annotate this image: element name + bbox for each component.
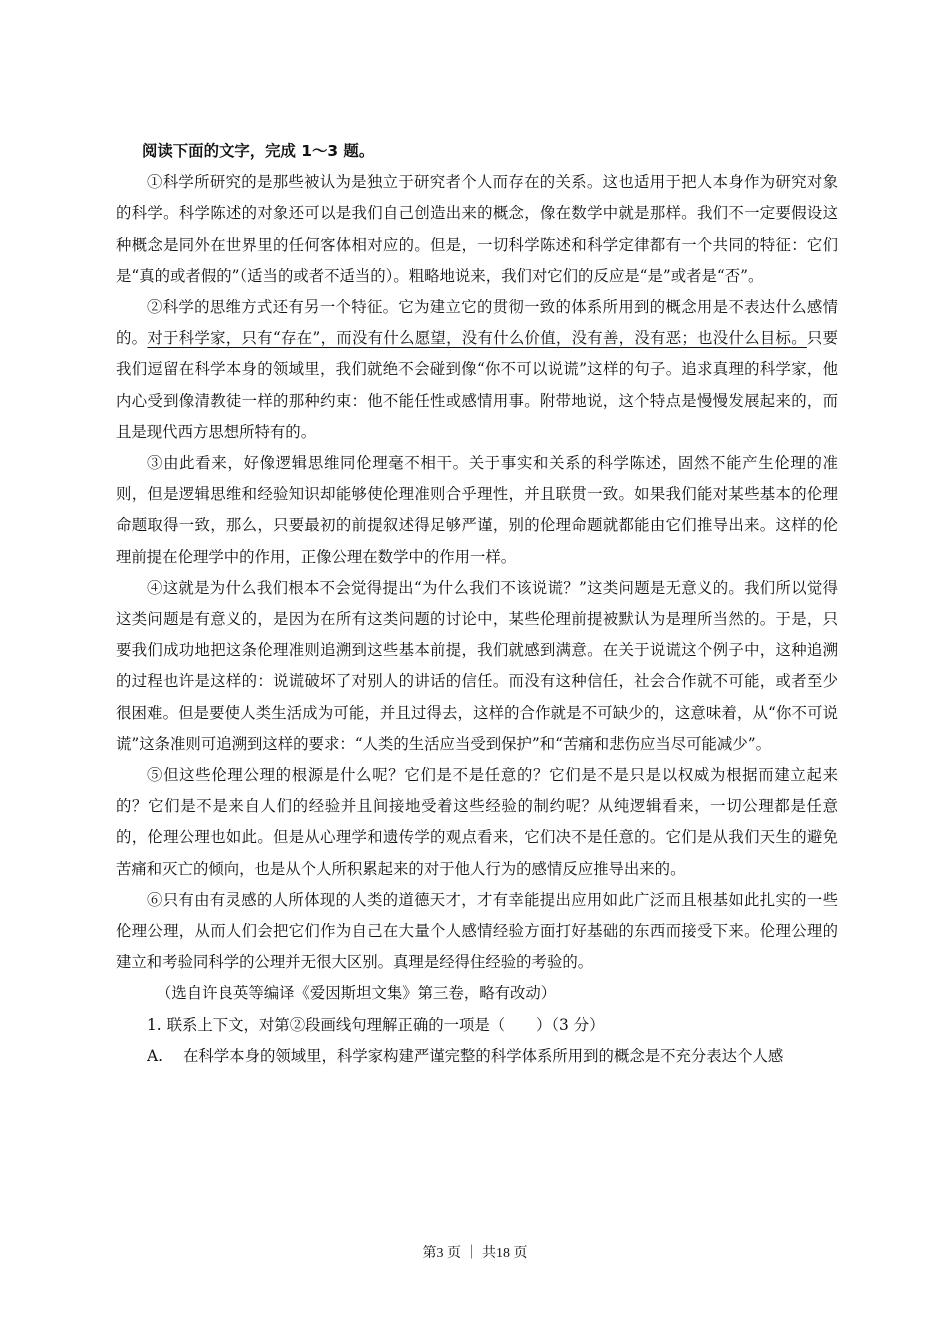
- option-a-label: A.: [147, 1046, 164, 1065]
- paragraph-2-intro: ②科学的思维方式还有另一个特征。它为建立它的贯彻一致的体系所用到的概念用是不表达什么感情的。: [116, 298, 838, 348]
- paragraph-5: ⑤但这些伦理公理的根源是什么呢？它们是不是任意的？它们是不是只是以权威为根据而建立起来的？它们是不是来自人们的经验并且间接地受着这些经验的制约呢？从纯逻辑看来，一切公理都是任意的，伦理公理也如此。但是从心理学和遗传学的观点看来，它们决不是任意的。它们是从我们天生的避免苦痛和灭亡的倾向，也是从个人所积累起来的对于他人行为的感情反应推导出来的。: [116, 766, 838, 878]
- page-footer: 第3 页 ｜ 共18 页: [422, 1246, 528, 1261]
- question-1: 1. 联系上下文，对第②段画线句理解正确的一项是（ ）（3 分）: [147, 1015, 605, 1034]
- question-1-option-a: [147, 1041, 838, 1072]
- paragraph-3: ③由此看来，好像逻辑思维同伦理毫不相干。关于事实和关系的科学陈述，固然不能产生伦理的准则，但是逻辑思维和经验知识却能够使伦理准则合乎理性，并且联贯一致。如果我们能对某些基本的伦理命题取得一致，那么，只要最初的前提叙述得足够严谨，别的伦理命题就都能由它们推导出来。这样的伦理前提在伦理学中的作用，正像公理在数学中的作用一样。: [116, 454, 838, 566]
- paragraph-2-rest: 只要我们逗留在科学本身的领域里，我们就绝不会碰到像“你不可以说谎”这样的句子。追求真理的科学家，他内心受到像清教徒一样的那种约束：他不能任性或感情用事。附带地说，这个特点是慢慢发展起来的，而且是现代西方思想所特有的。: [116, 329, 838, 441]
- paragraph-6: ⑥只有由有灵感的人所体现的人类的道德天才，才有幸能提出应用如此广泛而且根基如此扎实的一些伦理公理，从而人们会把它们作为自己在大量个人感情经验方面打好基础的东西而接受下来。伦理公理的建立和考验同科学的公理并无很大区别。真理是经得住经验的考验的。: [116, 890, 838, 972]
- reading-instruction: 阅读下面的文字，完成 1～3 题。: [142, 142, 375, 160]
- underlined-sentence: 对于科学家，只有“存在”，而没有什么愿望，没有什么价值，没有善，没有恶；也没什么目标。: [147, 329, 807, 348]
- document-body: [116, 136, 838, 1072]
- source-citation: （选自许良英等编译《爱因斯坦文集》第三卷，略有改动）: [156, 985, 557, 1003]
- paragraph-1: ①科学所研究的是那些被认为是独立于研究者个人而存在的关系。这也适用于把人本身作为研究对象的科学。科学陈述的对象还可以是我们自己创造出来的概念，像在数学中就是那样。我们不一定要假设这种概念是同外在世界里的任何客体相对应的。但是，一切科学陈述和科学定律都有一个共同的特征：它们是“真的或者假的”（适当的或者不适当的）。粗略地说来，我们对它们的反应是“是”或者是“否”。: [116, 173, 838, 285]
- paragraph-4: ④这就是为什么我们根本不会觉得提出“为什么我们不该说谎？”这类问题是无意义的。我们所以觉得这类问题是有意义的，是因为在所有这类问题的讨论中，某些伦理前提被默认为是理所当然的。于是，只要我们成功地把这条伦理准则追溯到这些基本前提，我们就感到满意。在关于说谎这个例子中，这种追溯的过程也许是这样的：说谎破坏了对别人的讲话的信任。而没有这种信任，社会合作就不可能，或者至少很困难。但是要使人类生活成为可能，并且过得去，这样的合作就是不可缺少的，这意味着，从“你不可说谎”这条准则可追溯到这样的要求：“人类的生活应当受到保护”和“苦痛和悲伤应当尽可能减少”。: [116, 578, 838, 753]
- paragraph-2: [116, 292, 838, 448]
- option-a-text: 在科学本身的领域里，科学家构建严谨完整的科学体系所用到的概念是不充分表达个人感: [183, 1046, 784, 1065]
